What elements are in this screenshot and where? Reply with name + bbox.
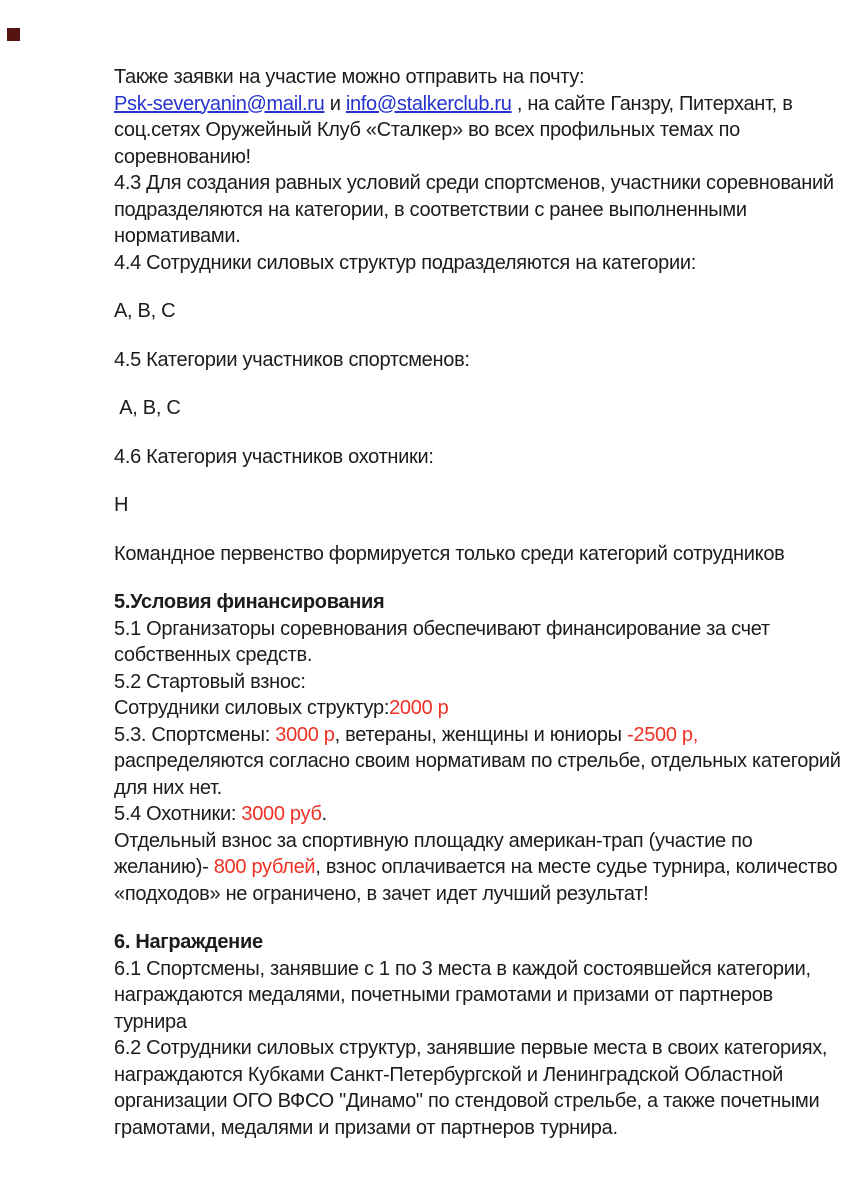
text-segment: грамотами, медалями и призами от партнеров турнира.	[114, 1116, 618, 1139]
blank-line	[114, 276, 830, 298]
text-line	[114, 669, 830, 696]
text-line	[114, 170, 834, 197]
text-segment: 5.3. Спортсмены:	[114, 723, 276, 746]
text-segment: 4.6 Категория участников охотники:	[114, 445, 434, 468]
blank-line	[114, 325, 830, 347]
text-line	[114, 695, 830, 722]
text-segment: соревнованию!	[114, 145, 251, 168]
text-segment: «подходов» не ограничено, в зачет идет лучший результат!	[114, 882, 649, 905]
text-segment: турнира	[114, 1010, 187, 1033]
text-line	[114, 956, 830, 983]
text-line	[114, 982, 830, 1009]
text-line	[114, 223, 830, 250]
text-line	[114, 1009, 830, 1036]
text-segment: награждаются медалями, почетными грамотами и призами от партнеров	[114, 984, 773, 1006]
text-line	[114, 828, 830, 855]
email-link[interactable]: info@stalkerclub.ru	[345, 92, 512, 115]
text-segment: 4.5 Категории участников спортсменов:	[114, 348, 470, 371]
text-segment: желанию)-	[114, 856, 214, 878]
text-line	[114, 197, 830, 224]
text-line	[114, 395, 830, 422]
text-segment: 5.4 Охотники:	[114, 803, 242, 825]
blank-line	[114, 519, 830, 541]
text-line	[114, 616, 830, 643]
text-segment: , на сайте Ганзру, Питерхант, в	[511, 92, 793, 115]
text-segment: Командное первенство формируется только среди категорий сотрудников	[114, 542, 785, 565]
text-line	[114, 298, 830, 325]
text-segment: подразделяются на категории, в соответствии с ранее выполненными	[114, 198, 747, 221]
text-line	[114, 589, 830, 616]
text-line	[114, 64, 830, 91]
text-line	[114, 117, 830, 144]
text-segment: Отдельный взнос за спортивную площадку американ-трап (участие по	[114, 829, 753, 852]
text-line	[114, 492, 830, 519]
text-segment: 6.1 Спортсмены, занявшие с 1 по 3 места в каждой состоявшейся категории,	[114, 957, 811, 980]
text-line	[114, 1062, 830, 1089]
text-line	[114, 541, 830, 568]
text-segment: распределяются согласно своим нормативам по стрельбе, отдельных категорий	[114, 750, 841, 772]
blank-line	[114, 470, 830, 492]
text-segment: 4.3 Для создания равных условий среди спортсменов, участники соревнований	[114, 172, 834, 194]
text-line	[114, 444, 830, 471]
text-line	[114, 91, 830, 118]
text-segment: 4.4 Сотрудники силовых структур подразделяются на категории:	[114, 251, 696, 274]
text-line	[114, 144, 830, 171]
text-line	[114, 775, 830, 802]
email-link[interactable]: Psk-severyanin@mail.ru	[114, 92, 325, 115]
text-line	[114, 347, 830, 374]
document-body	[114, 64, 841, 1141]
price-highlight: 3000 р	[275, 723, 335, 746]
blank-line	[114, 907, 830, 929]
text-segment: 5.2 Стартовый взнос:	[114, 670, 306, 693]
text-segment: и	[324, 92, 346, 115]
price-highlight: 2000 р	[389, 697, 449, 719]
text-line	[114, 250, 830, 277]
blank-line	[114, 567, 830, 589]
text-line	[114, 1035, 830, 1062]
text-segment: А, В, С	[114, 300, 176, 322]
section-heading: 6. Награждение	[114, 931, 263, 953]
text-line	[114, 722, 830, 749]
text-segment: организации ОГО ВФСО "Динамо" по стендовой стрельбе, а также почетными	[114, 1090, 820, 1112]
text-line	[114, 929, 830, 956]
text-line	[114, 1088, 830, 1115]
text-segment: , ветераны, женщины и юниоры	[334, 723, 628, 746]
corner-mark	[7, 28, 20, 41]
text-line	[114, 881, 830, 908]
text-segment: нормативами.	[114, 225, 241, 247]
price-highlight: 800 рублей	[213, 856, 316, 878]
blank-line	[114, 373, 830, 395]
text-segment: собственных средств.	[114, 644, 313, 666]
text-segment: А, В, С	[114, 397, 181, 419]
text-segment: 6.2 Сотрудники силовых структур, занявшие первые места в своих категориях,	[114, 1037, 828, 1059]
text-segment: соц.сетях Оружейный Клуб «Сталкер» во всех профильных темах по	[114, 119, 740, 141]
text-segment: для них нет.	[114, 776, 222, 799]
text-segment: Н	[114, 494, 129, 516]
text-line	[114, 1115, 830, 1142]
blank-line	[114, 422, 830, 444]
text-segment: 5.1 Организаторы соревнования обеспечивают финансирование за счет	[114, 617, 770, 640]
text-line	[114, 642, 830, 669]
text-segment: Сотрудники силовых структур:	[114, 697, 390, 719]
text-segment: Также заявки на участие можно отправить на почту:	[114, 66, 585, 88]
section-heading: 5.Условия финансирования	[114, 591, 385, 613]
text-segment: награждаются Кубками Санкт-Петербургской и Ленинградской Областной	[114, 1063, 784, 1086]
text-segment: , взнос оплачивается на месте судье турнира, количество	[315, 856, 838, 878]
price-highlight: 3000 руб	[241, 803, 322, 825]
text-line	[114, 801, 830, 828]
text-line	[114, 748, 841, 775]
text-segment: .	[321, 803, 327, 825]
text-line	[114, 854, 838, 881]
price-highlight: -2500 р,	[627, 723, 699, 746]
